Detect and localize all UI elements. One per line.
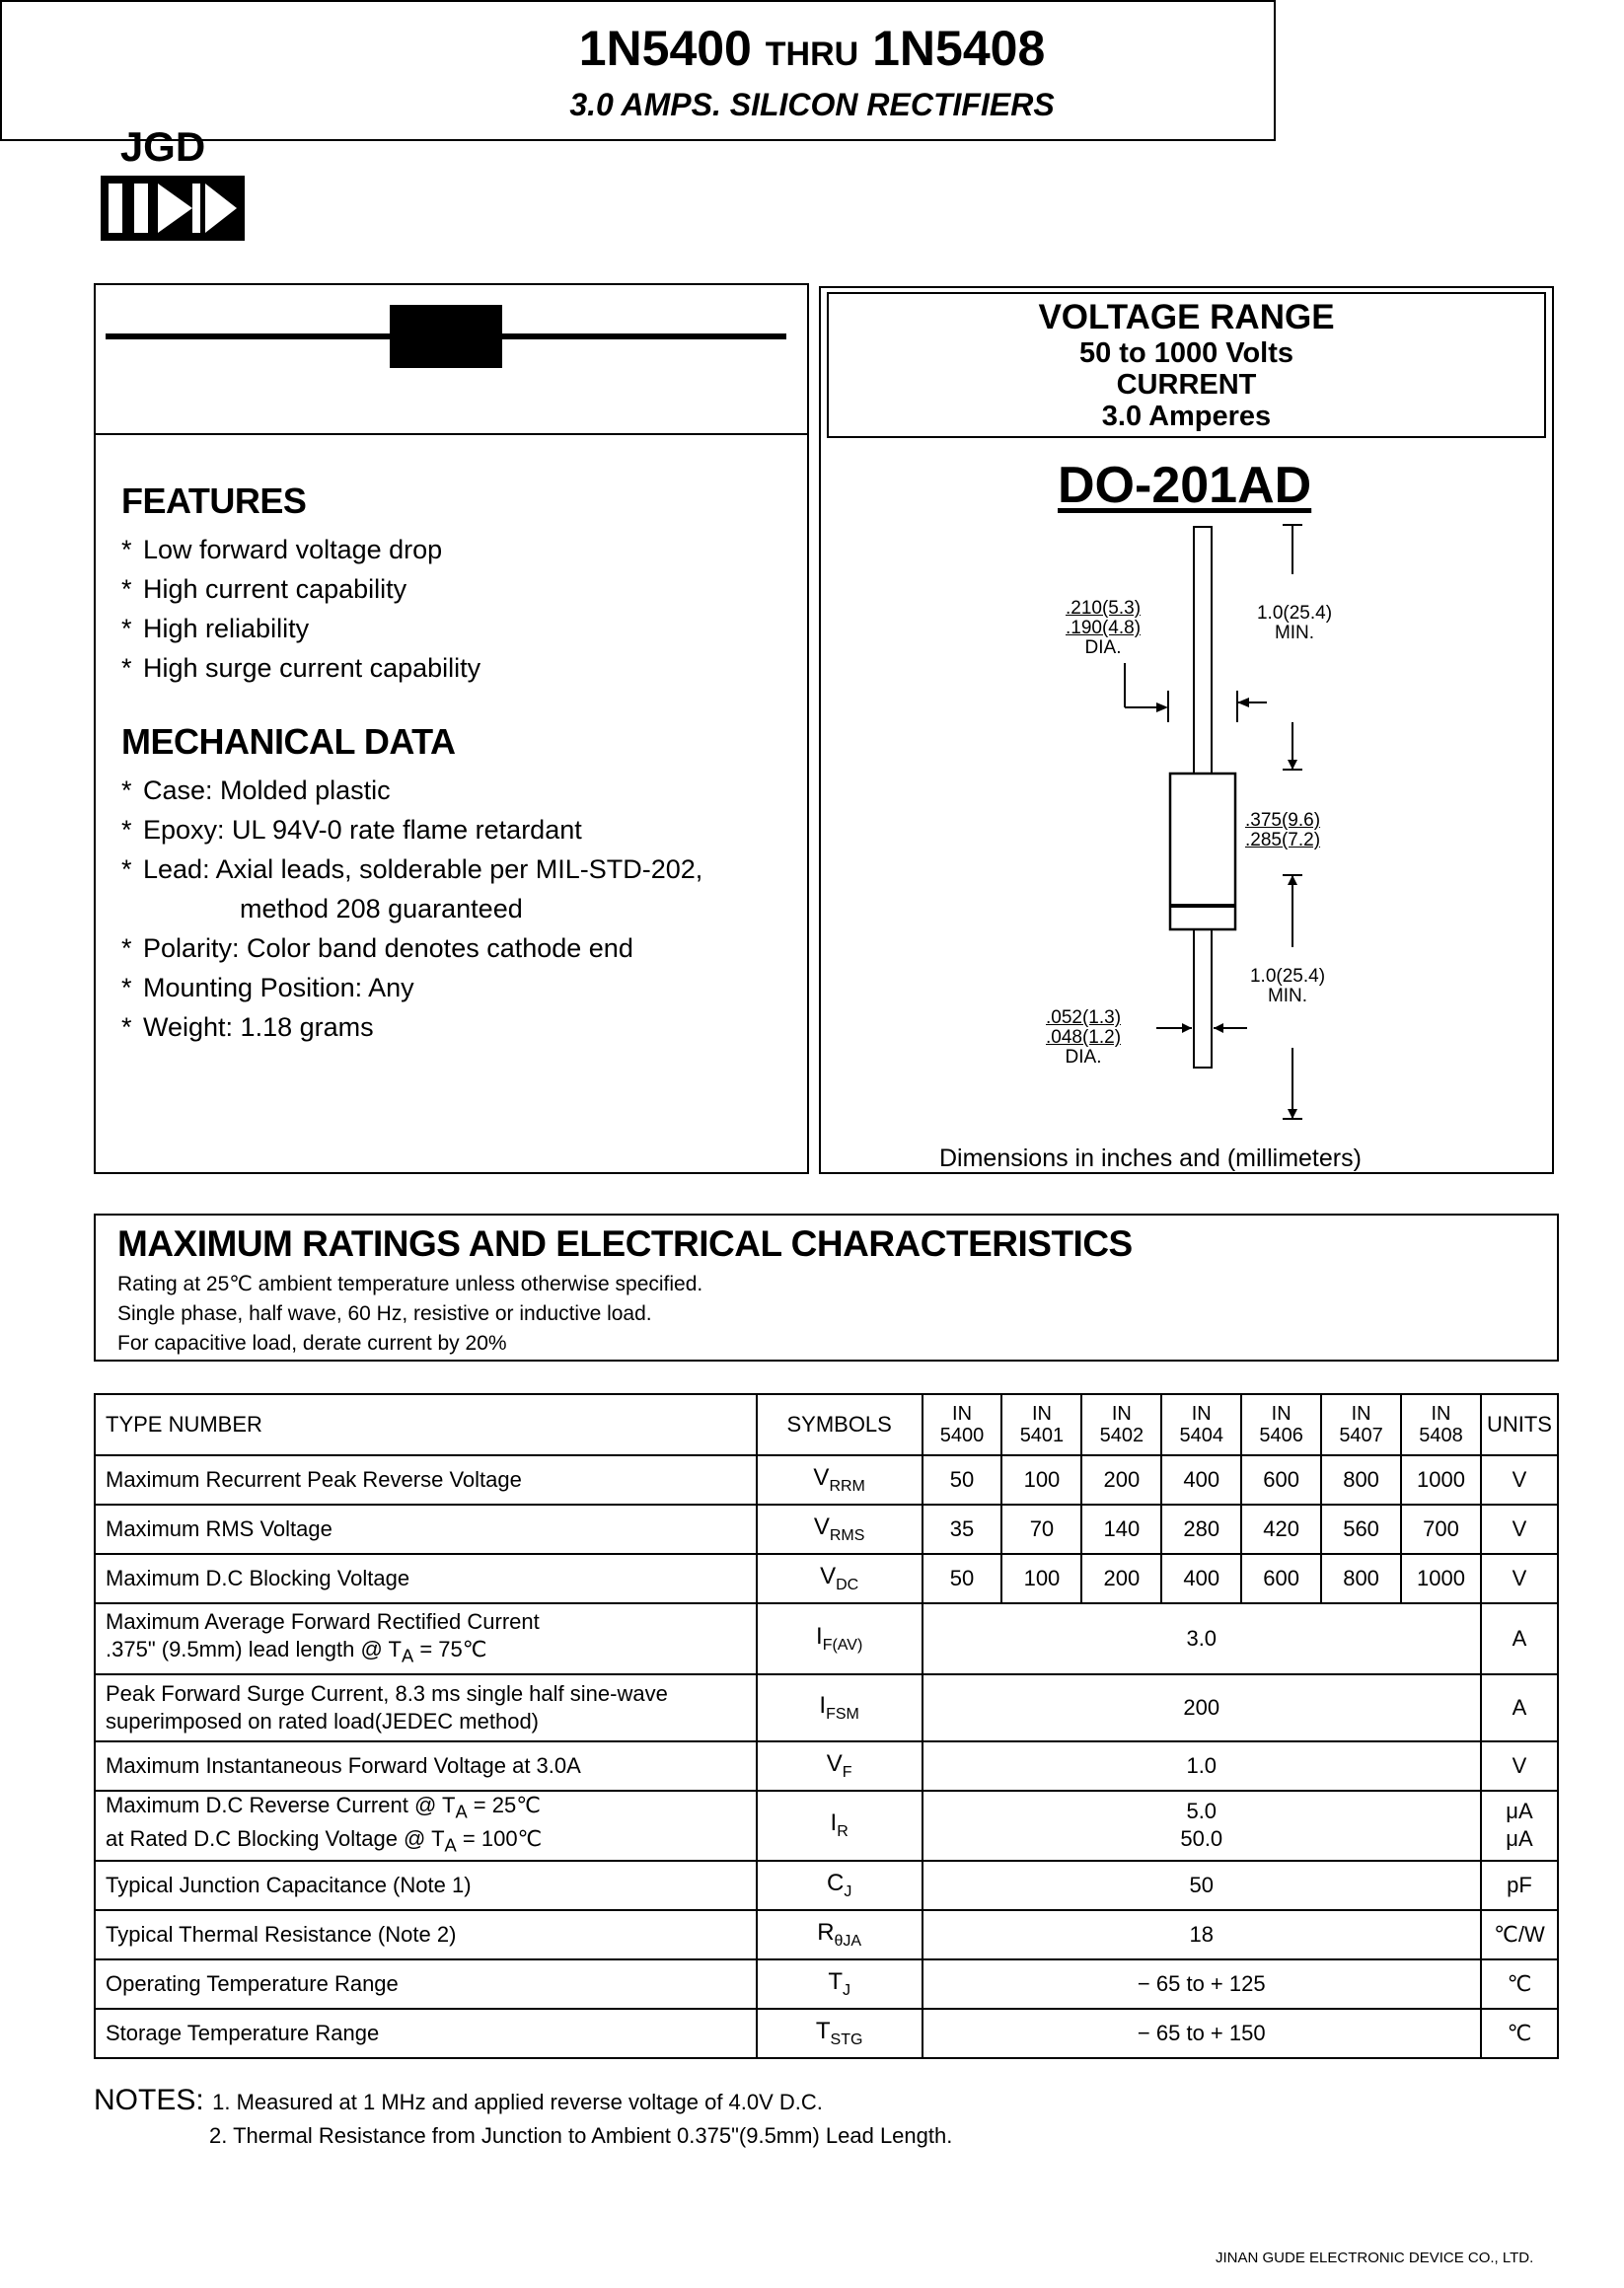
- cell-value: 200: [1081, 1455, 1161, 1505]
- param-name: Operating Temperature Range: [95, 1959, 757, 2009]
- param-symbol: $V_{DC}$: [757, 1554, 923, 1603]
- param-name: Storage Temperature Range: [95, 2009, 757, 2058]
- diode-drawing: [96, 285, 806, 433]
- param-symbol: $I_R$: [757, 1791, 923, 1861]
- title-part-end: 1N5408: [872, 21, 1046, 76]
- cell-unit: V: [1481, 1554, 1558, 1603]
- header-part: IN 5404: [1161, 1394, 1241, 1455]
- feature-item: * High reliability: [121, 614, 310, 643]
- top-lead-length-dim: 1.0(25.4) MIN.: [1256, 603, 1333, 643]
- cell-value: 420: [1241, 1505, 1321, 1554]
- page-title: [0, 20, 1624, 77]
- electrical-characteristics-table: [94, 1393, 1559, 2059]
- cell-value: 18: [923, 1910, 1481, 1959]
- features-panel: [94, 283, 809, 1174]
- table-row: [95, 1603, 1558, 1674]
- logo-diode-icon: [99, 174, 247, 243]
- cell-unit: pF: [1481, 1861, 1558, 1910]
- ratings-panel: [819, 286, 1554, 1174]
- table-row: [95, 1741, 1558, 1791]
- param-name: Maximum D.C Blocking Voltage: [95, 1554, 757, 1603]
- cell-value: 70: [1001, 1505, 1081, 1554]
- header-part: IN 5402: [1081, 1394, 1161, 1455]
- param-symbol: $C_J$: [757, 1861, 923, 1910]
- mechanical-item: * Lead: Axial leads, solderable per MIL-STD-202,: [121, 854, 703, 884]
- cell-value: 700: [1401, 1505, 1481, 1554]
- header-part: IN 5400: [923, 1394, 1002, 1455]
- cell-value: 50: [923, 1861, 1481, 1910]
- mechanical-item-continued: method 208 guaranteed: [240, 894, 523, 923]
- mechanical-item: * Weight: 1.18 grams: [121, 1012, 374, 1042]
- param-name: Typical Thermal Resistance (Note 2): [95, 1910, 757, 1959]
- header-units: UNITS: [1481, 1394, 1558, 1455]
- cell-value: 200: [1081, 1554, 1161, 1603]
- cell-value: 800: [1321, 1455, 1401, 1505]
- cell-value: 50: [923, 1455, 1002, 1505]
- cell-value: 400: [1161, 1554, 1241, 1603]
- table-row: [95, 2009, 1558, 2058]
- current-value: 3.0 Amperes: [1101, 401, 1272, 432]
- body-length-dim: .375(9.6) .285(7.2): [1245, 810, 1321, 850]
- cell-value: 100: [1001, 1455, 1081, 1505]
- company-logo: [99, 123, 247, 250]
- package-outline-drawing: [821, 288, 1551, 1176]
- notes: [94, 2084, 823, 2117]
- param-name: Peak Forward Surge Current, 8.3 ms single half sine-wave superimposed on rated load(JEDEC method): [95, 1674, 757, 1741]
- table-row: [95, 1959, 1558, 2009]
- table-row: [95, 1455, 1558, 1505]
- features-heading: FEATURES: [121, 480, 307, 521]
- cell-value: − 65 to + 125: [923, 1959, 1481, 2009]
- param-name: Maximum Average Forward Rectified Current .375" (9.5mm) lead length @ $T_A$ = 75℃: [95, 1603, 757, 1674]
- param-symbol: $I_{F(AV)}$: [757, 1603, 923, 1674]
- feature-item: * High surge current capability: [121, 653, 481, 683]
- dimensions-caption: Dimensions in inches and (millimeters): [939, 1144, 1362, 1172]
- note-2: 2. Thermal Resistance from Junction to Ambient 0.375"(9.5mm) Lead Length.: [209, 2123, 953, 2148]
- cell-unit: V: [1481, 1505, 1558, 1554]
- cell-value: 3.0: [923, 1603, 1481, 1674]
- body-diameter-dim: .210(5.3) .190(4.8) DIA.: [1066, 598, 1142, 658]
- cell-value: 100: [1001, 1554, 1081, 1603]
- table-row: [95, 1910, 1558, 1959]
- cell-unit: ℃: [1481, 1959, 1558, 2009]
- param-symbol: $T_J$: [757, 1959, 923, 2009]
- table-row: [95, 1861, 1558, 1910]
- mechanical-list: [121, 771, 702, 1047]
- mechanical-item: * Mounting Position: Any: [121, 973, 414, 1002]
- wire-diameter-dim: .052(1.3) .048(1.2) DIA.: [1046, 1007, 1122, 1068]
- param-symbol: $I_{FSM}$: [757, 1674, 923, 1741]
- cell-value: 200: [923, 1674, 1481, 1741]
- cell-value: 5.0 50.0: [923, 1791, 1481, 1861]
- cell-value: 280: [1161, 1505, 1241, 1554]
- header-part: IN 5408: [1401, 1394, 1481, 1455]
- header-part: IN 5401: [1001, 1394, 1081, 1455]
- page-subtitle: 3.0 AMPS. SILICON RECTIFIERS: [569, 87, 1055, 122]
- mechanical-item: * Polarity: Color band denotes cathode end: [121, 933, 633, 963]
- note-1: 1. Measured at 1 MHz and applied reverse voltage of 4.0V D.C.: [212, 2090, 823, 2114]
- features-list: [121, 530, 702, 688]
- cell-unit: ℃: [1481, 2009, 1558, 2058]
- param-symbol: $V_{RMS}$: [757, 1505, 923, 1554]
- cell-value: 600: [1241, 1554, 1321, 1603]
- logo-text: JGD: [119, 123, 206, 170]
- table-row: [95, 1554, 1558, 1603]
- cell-value: 35: [923, 1505, 1002, 1554]
- bottom-lead-length-dim: 1.0(25.4) MIN.: [1249, 966, 1326, 1006]
- header-part: IN 5407: [1321, 1394, 1401, 1455]
- cell-value: − 65 to + 150: [923, 2009, 1481, 2058]
- ratings-note-line: For capacitive load, derate current by 20%: [117, 1332, 507, 1355]
- footer-company: JINAN GUDE ELECTRONIC DEVICE CO., LTD.: [1216, 2250, 1534, 2266]
- ratings-note-line: Rating at 25℃ ambient temperature unless otherwise specified.: [117, 1273, 703, 1295]
- cell-unit: V: [1481, 1455, 1558, 1505]
- param-name: Maximum RMS Voltage: [95, 1505, 757, 1554]
- param-name: Typical Junction Capacitance (Note 1): [95, 1861, 757, 1910]
- table-row: [95, 1505, 1558, 1554]
- ratings-note-line: Single phase, half wave, 60 Hz, resistive or inductive load.: [117, 1302, 652, 1325]
- notes-label: NOTES:: [94, 2084, 204, 2116]
- param-name: Maximum Instantaneous Forward Voltage at 3.0A: [95, 1741, 757, 1791]
- feature-item: * High current capability: [121, 574, 407, 604]
- cell-unit: A: [1481, 1603, 1558, 1674]
- voltage-range-value: 50 to 1000 Volts: [1078, 337, 1294, 369]
- current-heading: CURRENT: [1116, 369, 1257, 401]
- voltage-range-heading: VOLTAGE RANGE: [1038, 298, 1335, 336]
- cell-value: 140: [1081, 1505, 1161, 1554]
- header-part: IN 5406: [1241, 1394, 1321, 1455]
- param-symbol: $V_{RRM}$: [757, 1455, 923, 1505]
- cell-value: 400: [1161, 1455, 1241, 1505]
- header-type-number: TYPE NUMBER: [95, 1394, 757, 1455]
- cell-value: 600: [1241, 1455, 1321, 1505]
- cell-value: 1.0: [923, 1741, 1481, 1791]
- cell-unit: μA μA: [1481, 1791, 1558, 1861]
- table-row: [95, 1791, 1558, 1861]
- title-box: [0, 0, 1276, 141]
- cell-value: 1000: [1401, 1455, 1481, 1505]
- param-symbol: $R_{\theta JA}$: [757, 1910, 923, 1959]
- table-header-row: [95, 1394, 1558, 1455]
- param-symbol: $T_{STG}$: [757, 2009, 923, 2058]
- feature-item: * Low forward voltage drop: [121, 535, 443, 564]
- cell-value: 1000: [1401, 1554, 1481, 1603]
- ratings-header-title: MAXIMUM RATINGS AND ELECTRICAL CHARACTERISTICS: [117, 1223, 1133, 1264]
- cell-value: 50: [923, 1554, 1002, 1603]
- cell-unit: ℃/W: [1481, 1910, 1558, 1959]
- title-thru: THRU: [765, 36, 859, 73]
- ratings-header-box: [94, 1214, 1559, 1362]
- cell-unit: A: [1481, 1674, 1558, 1741]
- title-part-start: 1N5400: [578, 21, 752, 76]
- mechanical-item: * Case: Molded plastic: [121, 775, 391, 805]
- package-name: DO-201AD: [1058, 457, 1312, 514]
- cell-unit: V: [1481, 1741, 1558, 1791]
- param-name: Maximum Recurrent Peak Reverse Voltage: [95, 1455, 757, 1505]
- mechanical-heading: MECHANICAL DATA: [121, 721, 456, 762]
- cell-value: 800: [1321, 1554, 1401, 1603]
- cell-value: 560: [1321, 1505, 1401, 1554]
- header-symbols: SYMBOLS: [757, 1394, 923, 1455]
- param-symbol: $V_F$: [757, 1741, 923, 1791]
- mechanical-item: * Epoxy: UL 94V-0 rate flame retardant: [121, 815, 582, 845]
- table-row: [95, 1674, 1558, 1741]
- param-name: Maximum D.C Reverse Current @ $T_A$ = 25℃ at Rated D.C Blocking Voltage @ $T_A$ = 100℃: [95, 1791, 757, 1861]
